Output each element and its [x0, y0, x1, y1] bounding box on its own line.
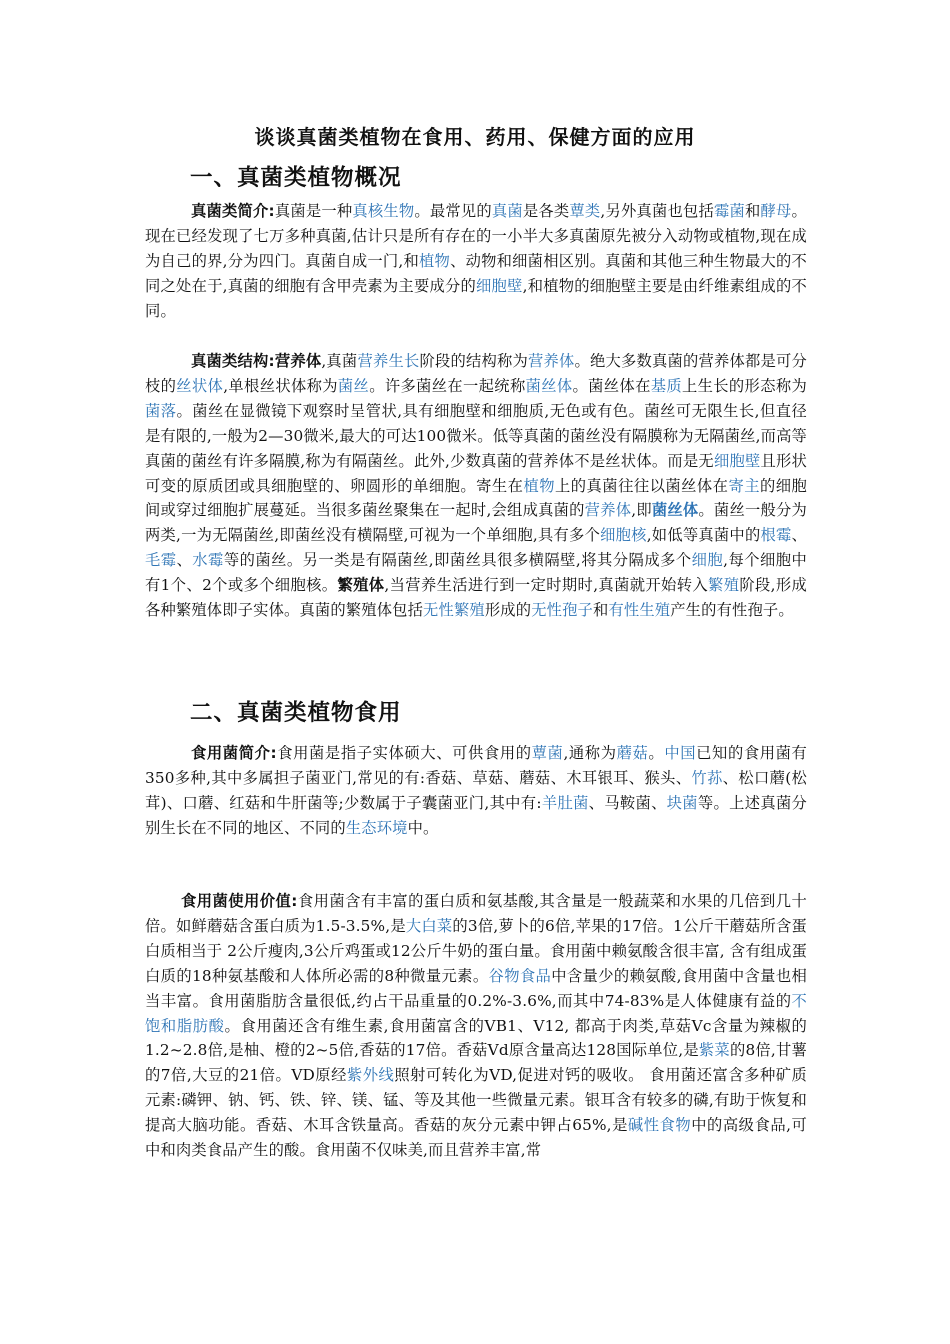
text-run: 等的菌丝。另一类是有隔菌丝,即菌丝具很多横隔壁,将其分隔成多个 [223, 551, 692, 570]
hyperlink[interactable]: 繁殖 [708, 576, 740, 595]
text-run: 的3倍,萝卜的6倍,苹果的17倍。1公斤干蘑菇所含蛋白质相当于 2公斤瘦肉,3公斤鸡蛋或12公斤牛奶的蛋白量。食用菌中赖氨酸含很丰富, 含有组成蛋白质的18种氨基酸和人体所必需的8种微量元素。 [145, 916, 808, 985]
hyperlink[interactable]: 不饱和脂肪酸 [145, 991, 807, 1035]
text-run: 和 [592, 601, 609, 620]
hyperlink[interactable]: 水霉 [192, 551, 224, 570]
text-run: ,和植物的细胞壁主要是由纤维素组成的不同。 [145, 276, 808, 320]
hyperlink[interactable]: 寄主 [728, 476, 761, 495]
text-run: 。菌丝体在 [572, 376, 651, 395]
paragraph-label: 食用菌使用价值: [181, 892, 298, 910]
hyperlink[interactable]: 菌落 [145, 401, 177, 420]
document-title: 谈谈真菌类植物在食用、药用、保健方面的应用 [254, 125, 696, 149]
text-run: ,当营养生活进行到一定时期时,真菌就开始转入 [384, 576, 709, 595]
text-run: 形成的 [484, 601, 532, 620]
text-run: 。现在已经发现了七万多种真菌,估计只是所有存在的一小半大多真菌原先被分入动物或植物,现在成为自己的界,分为四门。真菌自成一门,和 [145, 202, 807, 270]
hyperlink[interactable]: 毛霉 [145, 551, 177, 570]
hyperlink[interactable]: 羊肚菌 [541, 793, 589, 812]
hyperlink[interactable]: 块菌 [666, 793, 698, 812]
text-run: ,单根丝状体称为 [223, 376, 338, 395]
hyperlink[interactable]: 营养生长 [357, 352, 420, 370]
hyperlink[interactable]: 霉菌 [714, 202, 746, 220]
hyperlink[interactable]: 蕈菌 [531, 744, 564, 762]
text-run: 、松口蘑(松茸)、口蘑、红菇和牛肝菌等;少数属于子囊菌亚门,其中有: [145, 768, 807, 812]
text-run: 且形状可变的原质团或具细胞壁的、卵圆形的单细胞。寄生在 [145, 451, 808, 495]
text-run: 上的真菌往往以菌丝体在 [555, 476, 729, 495]
paragraph-label: 食用菌简介: [191, 744, 277, 762]
hyperlink[interactable]: 营养体 [584, 501, 632, 520]
text-run: 。许多菌丝在一起统称 [369, 376, 526, 395]
text-run: ,每个细胞中有1个、2个或多个细胞核。 [145, 551, 807, 595]
text-run: ,真菌 [321, 352, 358, 370]
text-run: 的细胞间或穿过细胞扩展蔓延。当很多菌丝聚集在一起时,会组成真菌的 [145, 476, 807, 520]
hyperlink[interactable]: 中国 [664, 744, 697, 762]
hyperlink[interactable]: 根霉 [760, 526, 792, 545]
paragraph-label: 真菌类结构: [191, 352, 275, 370]
text-run: 上生长的形态称为 [682, 376, 807, 395]
text-run: 营养体 [274, 352, 322, 370]
hyperlink[interactable]: 细胞壁 [713, 451, 761, 470]
hyperlink[interactable]: 无性繁殖 [423, 601, 485, 620]
text-run: ,如低等真菌中的 [646, 526, 761, 545]
hyperlink[interactable]: 酵母 [760, 202, 792, 220]
text-run: 繁殖体 [337, 576, 385, 595]
text-run: 和 [745, 202, 761, 220]
hyperlink[interactable]: 丝状体 [176, 376, 224, 395]
hyperlink[interactable]: 碱性食物 [627, 1116, 692, 1135]
text-run: 等。上述真菌分别生长在不同的地区、不同的 [145, 793, 807, 837]
hyperlink[interactable]: 细胞核 [600, 526, 647, 545]
hyperlink[interactable]: 谷物食品 [488, 966, 552, 985]
hyperlink[interactable]: 真核生物 [352, 202, 415, 220]
hyperlink[interactable]: 真菌 [491, 202, 523, 220]
text-run: 。食用菌还含有维生素,食用菌富含的VB1、V12, 都高于肉类,草菇Vc含量为辣椒的1.2~2.8倍,是柚、橙的2~5倍,香菇的17倍。香菇Vd原含量高达128国际单位,是 [145, 1016, 807, 1060]
text-run: 中的高级食品,可中和肉类食品产生的酸。食用菌不仅味美,而且营养丰富,常 [145, 1116, 807, 1160]
text-run: 、 [791, 526, 807, 545]
paragraph-edible-intro [145, 741, 807, 841]
text-run: 阶段的结构称为 [419, 352, 528, 370]
text-run: 照射可转化为VD,促进对钙的吸收。 食用菌还富含多种矿质元素:磷钾、钠、钙、铁、锌、镁、锰、等及其他一些微量元素。银耳含有较多的磷,有助于恢复和提高大脑功能。香菇、木耳含铁量高。香菇的灰分元素中钾占65%,是 [145, 1066, 807, 1135]
paragraph-label: 真菌类简介: [191, 202, 275, 220]
text-run: 食用菌含有丰富的蛋白质和氨基酸,其含量是一般蔬菜和水果的几倍到几十倍。如鲜蘑菇含蛋白质为1.5-3.5%,是 [145, 892, 807, 935]
hyperlink[interactable]: 生态环境 [345, 818, 408, 837]
section-heading-edible: 二、真菌类植物食用 [190, 700, 402, 726]
text-run: 。绝大多数真菌的营养体都是可分枝的 [145, 352, 807, 395]
hyperlink[interactable]: 紫外线 [346, 1066, 395, 1085]
text-run: 产生的有性孢子。 [670, 601, 794, 620]
paragraph-edible-value [145, 889, 807, 1163]
hyperlink[interactable]: 菌丝体 [651, 501, 699, 520]
text-run: 。菌丝在显微镜下观察时呈管状,具有细胞壁和细胞质,无色或有色。菌丝可无限生长,但直径是有限的,一般为2—30微米,最大的可达100微米。低等真菌的菌丝没有隔膜称为无隔菌丝,而高等真菌的菌丝有许多隔膜,称为有隔菌丝。此外,少数真菌的营养体不是丝状体。而是无 [145, 401, 807, 470]
hyperlink[interactable]: 竹荪 [691, 768, 723, 787]
text-run: 、马鞍菌、 [588, 793, 667, 812]
section-heading-overview: 一、真菌类植物概况 [190, 165, 402, 191]
hyperlink[interactable]: 无性孢子 [531, 601, 593, 620]
hyperlink[interactable]: 大白菜 [405, 916, 453, 935]
text-run: 真菌是一种 [274, 202, 353, 220]
text-run: ,另外真菌也包括 [600, 202, 714, 220]
text-run: 、动物和细菌相区别。真菌和其他三种生物最大的不同之处在于,真菌的细胞有含甲壳素为主要成分的 [145, 251, 807, 295]
hyperlink[interactable]: 基质 [650, 376, 682, 395]
hyperlink[interactable]: 细胞壁 [476, 276, 523, 295]
hyperlink[interactable]: 蘑菇 [616, 744, 649, 762]
text-run: 已知的食用菌有350多种,其中多属担子菌亚门,常见的有:香菇、草菇、蘑菇、木耳银耳、猴头、 [145, 744, 807, 787]
hyperlink[interactable]: 菌丝体 [525, 376, 573, 395]
hyperlink[interactable]: 营养体 [527, 352, 575, 370]
hyperlink[interactable]: 紫菜 [698, 1041, 730, 1060]
text-run: 。最常见的 [414, 202, 492, 220]
text-run: ,通称为 [563, 744, 617, 762]
hyperlink[interactable]: 植物 [419, 251, 451, 270]
text-run: 阶段,形成各种繁殖体即子实体。真菌的繁殖体包括 [145, 576, 808, 620]
text-run: 的8倍,甘薯的7倍,大豆的21倍。VD原经 [145, 1041, 807, 1085]
text-run: 。菌丝一般分为两类,一为无隔菌丝,即菌丝没有横隔壁,可视为一个单细胞,具有多个 [145, 501, 807, 545]
hyperlink[interactable]: 细胞 [691, 551, 724, 570]
paragraph-fungi-structure [145, 349, 807, 623]
text-run: 中含量少的赖氨酸,食用菌中含量也相当丰富。食用菌脂肪含量很低,约占干品重量的0.2%-3.6%,而其中74-83%是人体健康有益的 [145, 966, 807, 1010]
text-run: 食用菌是指子实体硕大、可供食用的 [276, 744, 532, 762]
text-run: 。 [648, 744, 665, 762]
text-run: 中。 [407, 818, 439, 837]
hyperlink[interactable]: 植物 [523, 476, 555, 495]
hyperlink[interactable]: 有性生殖 [608, 601, 671, 620]
paragraph-fungi-intro [145, 199, 807, 324]
hyperlink[interactable]: 蕈类 [569, 202, 601, 220]
text-run: 是各类 [522, 202, 570, 220]
text-run: ,即 [631, 501, 652, 520]
hyperlink[interactable]: 菌丝 [337, 376, 370, 395]
text-run: 、 [176, 551, 193, 570]
